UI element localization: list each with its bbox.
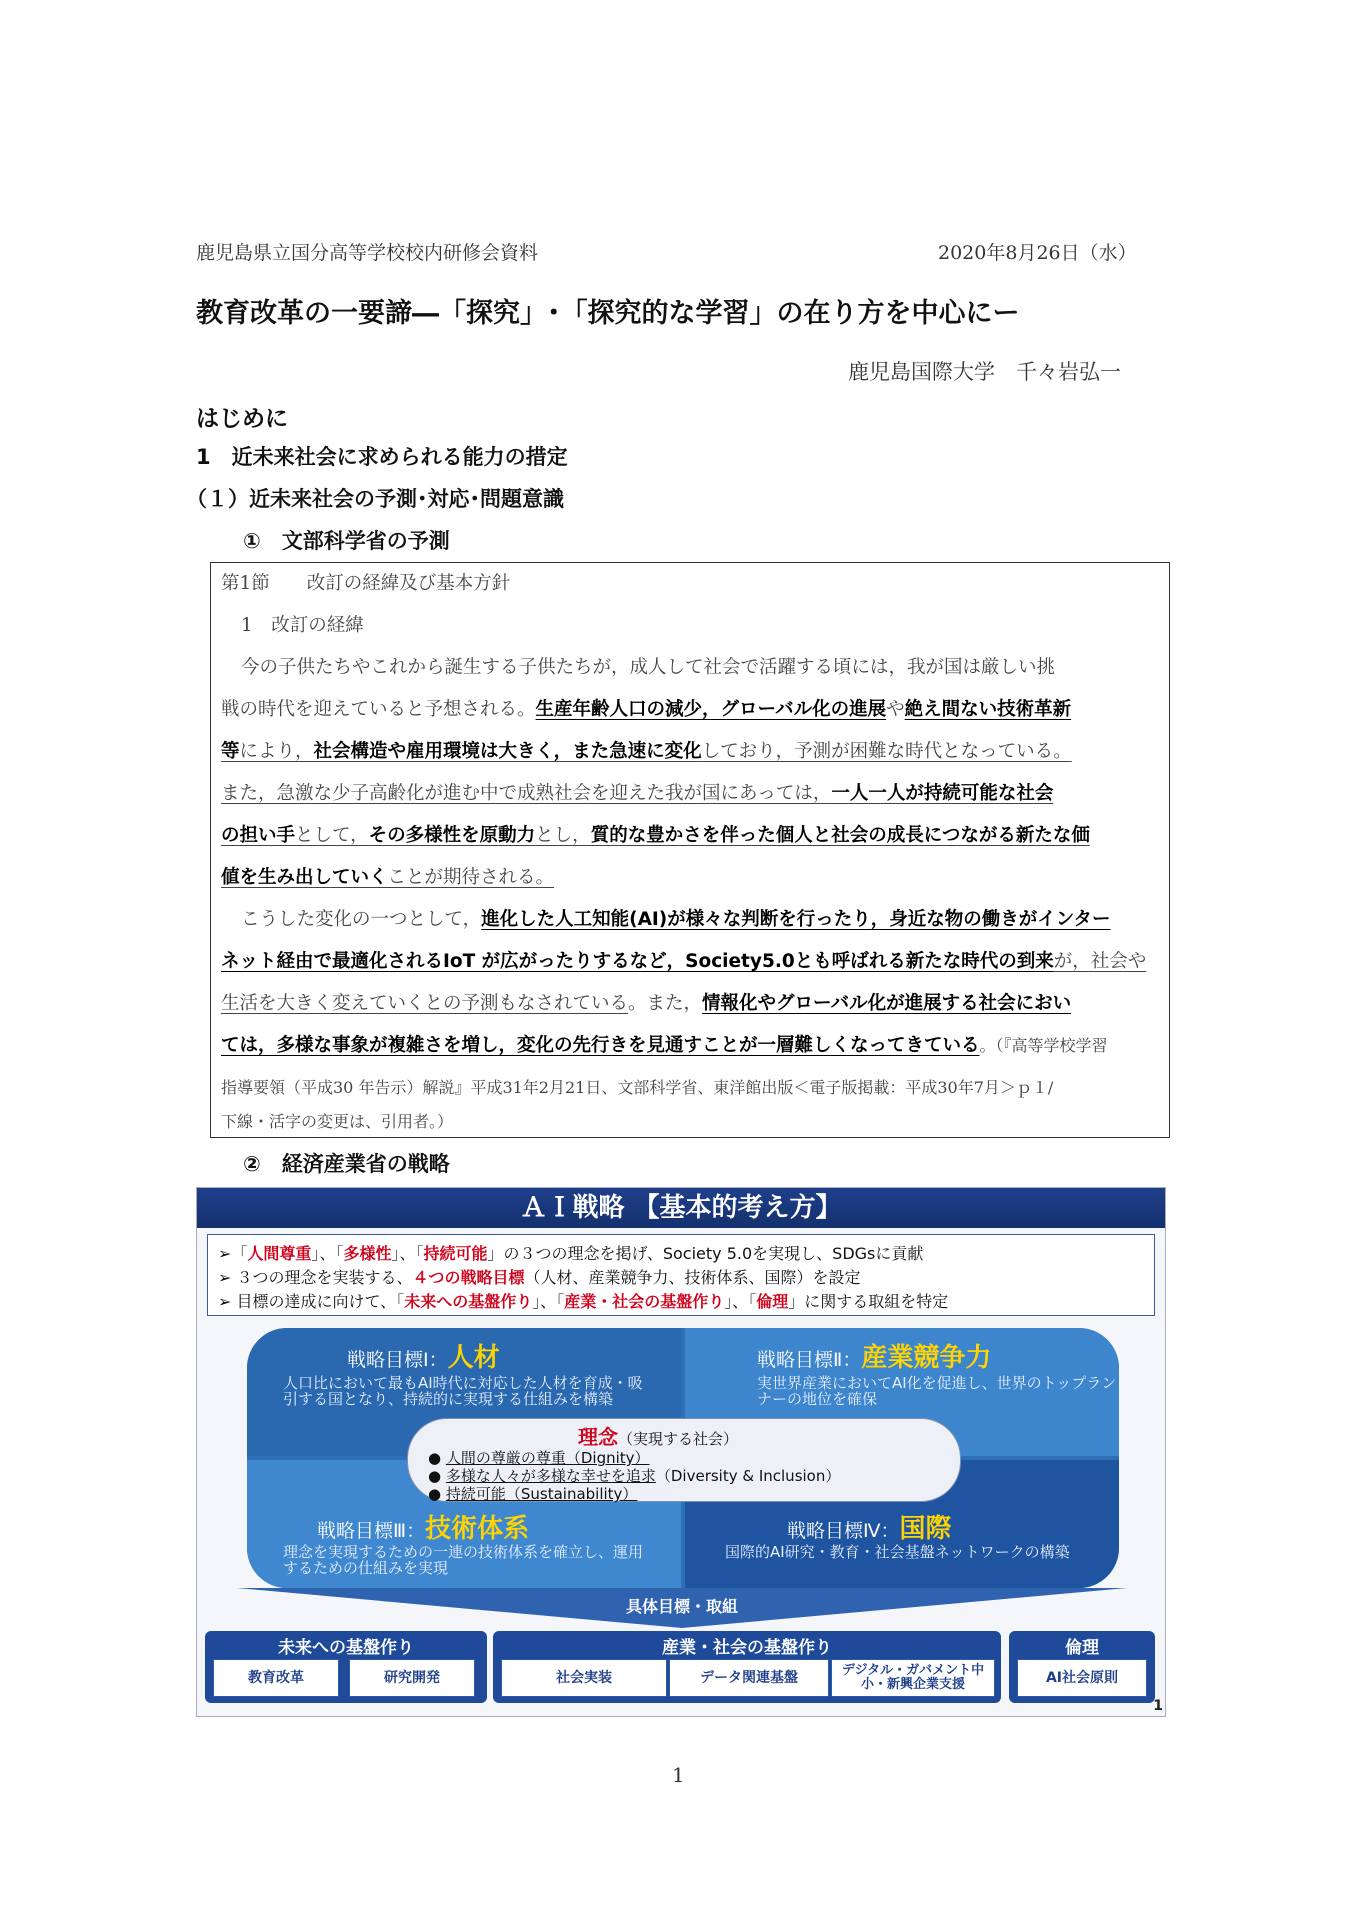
goal-title <box>347 1337 500 1374</box>
header-source: 鹿児島県立国分高等学校校内研修会資料 <box>196 242 539 264</box>
group-title: 産業・社会の基盤作り <box>662 1638 832 1658</box>
quote-line: 今の子供たちやこれから誕生する子供たちが，成人して社会で活躍する頃には，我が国は厳しい挑 <box>241 657 1056 678</box>
bullet-emph: 持続可能 <box>423 1244 488 1263</box>
quote-emph: 質的な豊かさを伴った個人と社会の成長につながる新たな価 <box>590 825 1090 846</box>
group-ethics <box>1009 1631 1155 1703</box>
bullet-text: 」に関する取組を特定 <box>788 1292 949 1311</box>
bullet-text: ➢ 目標の達成に向けて、「 <box>218 1292 405 1311</box>
heading-s1-1-a: ① 文部科学省の予測 <box>243 529 450 553</box>
principle-text: （Diversity & Inclusion） <box>655 1467 841 1485</box>
goal-label: 戦略目標Ⅰ： <box>347 1349 448 1371</box>
goal-name: 国際 <box>899 1514 952 1544</box>
quote-line <box>221 821 1090 847</box>
item-button: デジタル・ガバメント中小・新興企業支援 <box>831 1659 995 1697</box>
quote-text: ことが期待される。 <box>387 867 555 888</box>
quote-emph: 生産年齢人口の減少，グローバル化の進展 <box>535 699 887 720</box>
goal-desc: 理念を実現するための一連の技術体系を確立し、運用するための仕組みを実現 <box>283 1543 644 1577</box>
item-button: データ関連基盤 <box>669 1659 829 1697</box>
quote-emph: 情報化やグローバル化が進展する社会におい <box>702 993 1072 1014</box>
quote-line <box>241 905 1111 931</box>
quote-box <box>210 562 1170 1138</box>
quote-line <box>221 863 554 889</box>
quote-text: しており，予測が困難な時代となっている。 <box>701 741 1072 762</box>
bullet-emph: 未来への基盤作り <box>404 1292 533 1311</box>
slide-number: 1 <box>1153 1698 1163 1714</box>
quote-text: また，急激な少子高齢化が進む中で成熟社会を迎えた我が国にあっては， <box>221 783 832 804</box>
slide-bullets <box>207 1234 1155 1316</box>
bullet-emph: 多様性 <box>343 1244 392 1263</box>
principle-text: 多様な人々が多様な幸せを追求 <box>445 1467 656 1485</box>
quote-citation: 指導要領（平成30 年告示）解説』平成31年2月21日、文部科学省、東洋館出版＜電子版掲載：平成30年7月＞ｐ１/ <box>221 1078 1054 1097</box>
ai-strategy-slide <box>196 1187 1166 1717</box>
bullet-text: ➢ ３つの理念を実装する、 <box>218 1268 413 1287</box>
goal-name: 産業競争力 <box>861 1343 992 1373</box>
quote-text: とし， <box>535 825 591 846</box>
quote-text: 戦の時代を迎えていると予想される。 <box>221 699 536 720</box>
goal-desc: 国際的AI研究・教育・社会基盤ネットワークの構築 <box>725 1543 1070 1561</box>
principle-item: ● 多様な人々が多様な幸せを追求（Diversity & Inclusion） <box>428 1467 841 1485</box>
item-button: 社会実装 <box>501 1659 667 1697</box>
quote-emph: 絶え間ない技術革新 <box>904 699 1072 720</box>
quote-emph: ネット経由で最適化されるIoT が広がったりするなど，Society5.0とも呼ばれる新たな時代の到来 <box>221 951 1054 972</box>
principles-sub: （実現する社会） <box>618 1430 739 1448</box>
quote-line <box>221 695 1071 721</box>
quote-emph: 等 <box>221 741 240 762</box>
slide-bullet <box>218 1265 861 1288</box>
heading-s1-1: （１）近未来社会の予測･対応･問題意識 <box>186 487 564 511</box>
page-title: 教育改革の一要諦―「探究」･「探究的な学習」の在り方を中心にー <box>196 298 1020 329</box>
bullet-text: 」、「 <box>532 1292 565 1311</box>
bullet-text: （人材、産業競争力、技術体系、国際）を設定 <box>524 1268 861 1287</box>
quote-line: 1 改訂の経緯 <box>241 615 364 636</box>
bullet-text: 」の３つの理念を掲げ、Society 5.0を実現し、SDGsに貢献 <box>487 1244 924 1263</box>
heading-s1-1-b: ② 経済産業省の戦略 <box>243 1152 450 1176</box>
bullet-emph: 倫理 <box>756 1292 789 1311</box>
quote-text: こうした変化の一つとして， <box>241 909 482 930</box>
bullet-text: 」、「 <box>311 1244 344 1263</box>
heading-s1: 1 近未来社会に求められる能力の措定 <box>196 445 568 469</box>
bullet-emph: ４つの戦略目標 <box>412 1268 525 1287</box>
quote-line <box>221 947 1146 973</box>
goal-name: 人材 <box>447 1343 500 1373</box>
goal-desc: 人口比において最もAI時代に対応した人材を育成・吸引する国となり、持続的に実現する仕組みを構築 <box>283 1374 643 1408</box>
item-button: 研究開発 <box>349 1659 475 1697</box>
quote-line <box>221 989 1071 1015</box>
quote-emph: 社会構造や雇用環境は大きく，また急速に変化 <box>313 741 702 762</box>
quote-text: 生活を大きく変えていくとの予測もなされている <box>221 993 629 1014</box>
goal-label: 戦略目標Ⅱ： <box>757 1349 862 1371</box>
principle-text: 持続可能（Sustainability） <box>445 1485 638 1503</box>
goal-name: 技術体系 <box>425 1514 530 1544</box>
goal-desc: 実世界産業においてAI化を促進し、世界のトップランナーの地位を確保 <box>757 1374 1117 1408</box>
quote-line <box>221 779 1053 805</box>
bullet-text: 」、「 <box>391 1244 424 1263</box>
quote-line: 第1節 改訂の経緯及び基本方針 <box>221 573 511 594</box>
goal-title <box>787 1508 952 1545</box>
header-date: 2020年8月26日（水） <box>938 242 1137 264</box>
group-future <box>205 1631 487 1703</box>
quote-emph: 進化した人工知能(AI)が様々な判断を行ったり，身近な物の働きがインター <box>481 909 1111 930</box>
principle-text: 人間の尊厳の尊重（Dignity） <box>445 1449 650 1467</box>
bullet-emph: 産業・社会の基盤作り <box>564 1292 725 1311</box>
quote-emph: その多様性を原動力 <box>368 825 536 846</box>
group-industry <box>493 1631 1001 1703</box>
quote-text: が，社会や <box>1053 951 1147 972</box>
slide-bullet <box>218 1241 923 1264</box>
quote-text: により， <box>239 741 314 762</box>
quote-text: や <box>886 699 905 720</box>
principle-item: ● 持続可能（Sustainability） <box>428 1485 638 1503</box>
arrow-label: 具体目標・取組 <box>625 1597 738 1616</box>
bullet-text: 」、「 <box>724 1292 757 1311</box>
quote-text: 。（『高等学校学習 <box>979 1036 1108 1055</box>
heading-intro: はじめに <box>196 406 288 432</box>
principles-title <box>578 1421 738 1450</box>
quote-emph: 値を生み出していく <box>221 867 388 888</box>
quote-emph: 一人一人が持続可能な社会 <box>831 783 1054 804</box>
page-number: 1 <box>672 1763 685 1787</box>
item-button: AI社会原則 <box>1017 1659 1147 1697</box>
principles-heading: 理念 <box>578 1425 618 1449</box>
quote-text: として， <box>295 825 369 846</box>
goal-label: 戦略目標Ⅳ： <box>787 1520 900 1542</box>
goal-title <box>317 1508 529 1545</box>
item-button: 教育改革 <box>213 1659 339 1697</box>
quote-text: 。また， <box>628 993 703 1014</box>
principles-box <box>407 1418 961 1502</box>
quote-line <box>221 737 1072 763</box>
slide-bullet <box>218 1289 948 1312</box>
group-title: 倫理 <box>1065 1638 1099 1658</box>
bullet-emph: 人間尊重 <box>247 1244 312 1263</box>
slide-title: ＡＩ戦略 【基本的考え方】 <box>197 1188 1165 1228</box>
principle-item: ● 人間の尊厳の尊重（Dignity） <box>428 1449 650 1467</box>
author: 鹿児島国際大学 千々岩弘一 <box>848 360 1121 384</box>
goal-label: 戦略目標Ⅲ： <box>317 1520 426 1542</box>
quote-citation: 下線・活字の変更は、引用者。） <box>221 1112 454 1131</box>
quote-emph: ては，多様な事象が複雑さを増し，変化の先行きを見通すことが一層難しくなってきている <box>221 1035 980 1056</box>
bullet-text: ➢「 <box>218 1244 248 1263</box>
quote-line <box>221 1031 1108 1057</box>
goal-title <box>757 1337 991 1374</box>
group-title: 未来への基盤作り <box>278 1638 414 1658</box>
quote-emph: の担い手 <box>221 825 296 846</box>
